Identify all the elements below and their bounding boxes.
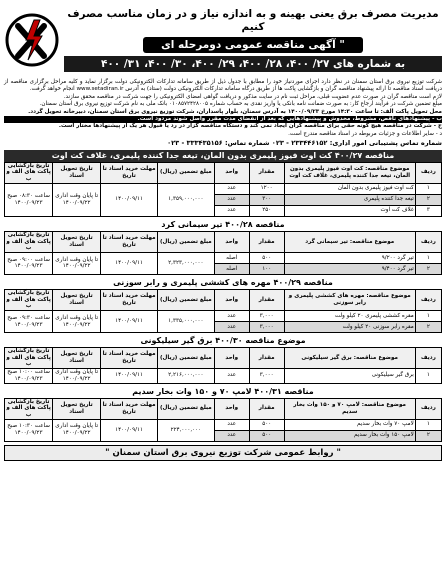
column-header-subject: موضوع مناقصه: برق گیر سیلیکونی bbox=[284, 348, 415, 369]
column-header-doc-deadline: مهلت خرید اسناد تا تاریخ bbox=[101, 162, 158, 183]
item-description: مقره رابر سوزنی ۲۰ کیلو ولت bbox=[284, 322, 415, 333]
item-quantity: ۳,۰۰۰ bbox=[249, 369, 284, 383]
item-description: برق گیر سیلیکونی bbox=[284, 369, 415, 383]
section-title: مناقصه ۴۰۰/۳۱ لامپ ۷۰ و ۱۵۰ وات بخار سدیم bbox=[132, 386, 314, 396]
column-header-guarantee: مبلغ تضمین (ریال) bbox=[157, 289, 214, 310]
cell-doc-deadline: ۱۴۰۰/۰۹/۱۱ bbox=[101, 311, 158, 333]
row-number: ۲ bbox=[415, 430, 441, 441]
table-header-row bbox=[5, 231, 442, 252]
column-header-guarantee: مبلغ تضمین (ریال) bbox=[157, 231, 214, 252]
table-header-row bbox=[5, 162, 442, 183]
intro-paragraph: ج - شرکت در مناقصه هیچ گونه حقی برای مناقصه گران ایجاد نمی کند و دستگاه مناقصه گزار در رد یا قبول هر یک از پیشنهادها مختار است. bbox=[58, 123, 442, 130]
table-header-row bbox=[5, 398, 442, 419]
row-number: ۲ bbox=[415, 322, 441, 333]
column-header-delivery: تاریخ تحویل اسناد bbox=[53, 289, 101, 310]
item-quantity: ۱۲۰۰ bbox=[249, 183, 284, 194]
column-header-qty: مقدار bbox=[249, 348, 284, 369]
section-title: مناقصه ۴۰۰/۲۷ کت اوت فیوز پلیمری بدون المان، تیغه جدا کننده پلیمری، غلاف کت اوت bbox=[4, 150, 442, 162]
section-title: مناقصه ۴۰۰/۲۹ مهره های کششی پلیمری و رابر سوزنی bbox=[113, 277, 333, 287]
column-header-unit: واحد bbox=[214, 348, 249, 369]
item-quantity: ۳,۰۰۰ bbox=[249, 311, 284, 322]
footer-signature: " روابط عمومی شرکت توزیع نیروی برق استان سمنان " bbox=[4, 445, 442, 461]
column-header-unit: واحد bbox=[214, 289, 249, 310]
column-header-unit: واحد bbox=[214, 231, 249, 252]
column-header-row: ردیف bbox=[415, 231, 441, 252]
row-number: ۱ bbox=[415, 183, 441, 194]
column-header-subject: موضوع مناقصه: لامپ ۷۰ و ۱۵۰ وات بخار سدیم bbox=[284, 398, 415, 419]
cell-guarantee: ۲,۲۱۶,۰۰۰,۰۰۰ bbox=[157, 369, 214, 383]
cell-doc-deadline: ۱۴۰۰/۰۹/۱۱ bbox=[101, 369, 158, 383]
item-quantity: ۳,۰۰۰ bbox=[249, 322, 284, 333]
item-description: کت اوت فیوز پلیمری بدون المان bbox=[284, 183, 415, 194]
column-header-opening: تاریخ بازگشایی پاکت های الف و ب bbox=[6, 398, 51, 418]
cell-opening: ساعت ۰۹:۰۰ صبح ۱۴۰۰/۰۹/۲۳ bbox=[5, 252, 53, 274]
cell-opening: ساعت ۱۰:۰۰ صبح ۱۴۰۰/۰۹/۲۳ bbox=[5, 369, 53, 383]
item-quantity: ۱۰۰ bbox=[249, 263, 284, 274]
item-description: غلاف کت اوت bbox=[284, 205, 415, 216]
column-header-opening: تاریخ بازگشایی پاکت های الف و ب bbox=[6, 289, 51, 310]
item-quantity: ۵۰۰ bbox=[249, 252, 284, 263]
cell-opening: ساعت ۰۹:۳۰ صبح ۱۴۰۰/۰۹/۲۳ bbox=[5, 311, 53, 333]
cell-delivery: تا پایان وقت اداری ۱۴۰۰/۰۹/۲۲ bbox=[53, 183, 101, 216]
intro-paragraph: د - سایر اطلاعات و جزئیات مربوطه در اسناد مناقصه مندرج است. bbox=[288, 130, 442, 137]
column-header-guarantee: مبلغ تضمین (ریال) bbox=[157, 348, 214, 369]
column-header-opening: تاریخ بازگشایی پاکت های الف و ب bbox=[6, 162, 51, 183]
item-unit: اصله bbox=[214, 252, 249, 263]
column-header-doc-deadline: مهلت خرید اسناد تا تاریخ bbox=[101, 398, 158, 419]
cell-guarantee: ۲,۳۲۳,۰۰۰,۰۰۰ bbox=[157, 252, 214, 274]
column-header-guarantee: مبلغ تضمین (ریال) bbox=[157, 162, 214, 183]
column-header-qty: مقدار bbox=[249, 289, 284, 310]
item-unit: عدد bbox=[214, 183, 249, 194]
section-title: موضوع مناقصه ۴۰۰/۳۰ برق گیر سیلیکونی bbox=[140, 336, 306, 346]
table-row bbox=[5, 183, 442, 194]
cell-opening: ساعت ۱۰:۳۰ صبح ۱۴۰۰/۰۹/۲۳ bbox=[5, 419, 53, 441]
intro-paragraph: شرکت توزیع نیروی برق استان سمنان در نظر دارد اجرای موردنیاز خود را مطابق با جدول ذیل از طریق سامانه تدارکات الکترونیکی دولت برگزار نماید و کلیه مراحل برگزاری مناقصه از دریافت اسناد مناقصه تا ارائه پیشنهاد مناقصه گران و بازگشایی پاکت ها از طریق درگاه سامانه تدارکات الکترونیکی دولت (ستاد) به آدرس www.setadiran.ir انجام خواهد گرفت. bbox=[4, 79, 442, 93]
column-header-opening: تاریخ بازگشایی پاکت های الف و ب bbox=[6, 231, 51, 252]
table-row bbox=[5, 419, 442, 430]
column-header-subject: موضوع مناقصه: کت اوت فیوز پلیمری بدون المان، تیغه جدا کننده پلیمری، غلاف کت اوت bbox=[284, 162, 415, 183]
column-header-delivery: تاریخ تحویل اسناد bbox=[53, 398, 101, 419]
row-number: ۱ bbox=[415, 311, 441, 322]
column-header-opening: تاریخ بازگشایی پاکت های الف و ب bbox=[6, 348, 51, 368]
tender-section bbox=[4, 335, 442, 384]
row-number: ۱ bbox=[415, 369, 441, 383]
intro-paragraph: لازم است مناقصه گران در صورت عدم عضویت قبلی، مراحل ثبت نام در سایت مذکور و دریافت گواهی امضای الکترونیکی را جهت شرکت در مناقصه محقق سازند. bbox=[63, 93, 442, 100]
cell-delivery: تا پایان وقت اداری ۱۴۰۰/۰۹/۲۲ bbox=[53, 252, 101, 274]
item-description: لامپ ۱۵۰ وات بخار سدیم bbox=[284, 430, 415, 441]
item-description: تیر گرد ۹/۲۰۰ bbox=[284, 252, 415, 263]
tender-table bbox=[4, 231, 442, 275]
column-header-doc-deadline: مهلت خرید اسناد تا تاریخ bbox=[101, 348, 158, 369]
company-logo-icon bbox=[4, 10, 60, 70]
item-quantity: ۳۰۰ bbox=[249, 194, 284, 205]
tender-section bbox=[4, 219, 442, 275]
tender-numbers: به شماره های ۲۷/ ۴۰۰، ۲۸/ ۴۰۰، ۲۹/ ۴۰۰، ۳۰/ ۴۰۰، ۳۱/ ۴۰۰ bbox=[64, 56, 442, 72]
item-unit: عدد bbox=[214, 311, 249, 322]
intro-paragraph: محل تحویل پاکت الف: تا ساعت ۱۴:۳۰ مورخ ۱۴۰۰/۰۹/۲۳ به آدرس سمنان، بلوار پاسداران، شرکت توزیع نیروی برق استان سمنان، دبیرخانه تحویل گردد. bbox=[28, 108, 442, 115]
column-header-row: ردیف bbox=[415, 348, 441, 369]
intro-paragraph: مبلغ تضمین شرکت در فرآیند ارجاع کار: به صورت ضمانت نامه بانکی یا واریز نقدی به حساب شماره ۰۱۰۸۵۷۲۴۲۸۰۰۵ بانک ملی به نام شرکت توزیع نیروی برق استان سمنان. bbox=[39, 101, 442, 108]
cell-opening: ساعت ۰۸:۳۰ صبح ۱۴۰۰/۰۹/۲۳ bbox=[5, 183, 53, 216]
table-header-row bbox=[5, 348, 442, 369]
column-header-doc-deadline: مهلت خرید اسناد تا تاریخ bbox=[101, 289, 158, 310]
row-number: ۳ bbox=[415, 205, 441, 216]
tender-section bbox=[4, 277, 442, 333]
tender-table bbox=[4, 347, 442, 384]
column-header-qty: مقدار bbox=[249, 162, 284, 183]
item-unit: عدد bbox=[214, 369, 249, 383]
item-description: تیر گرد ۹/۴۰۰ bbox=[284, 263, 415, 274]
column-header-delivery: تاریخ تحویل اسناد bbox=[53, 348, 101, 369]
row-number: ۱ bbox=[415, 419, 441, 430]
column-header-delivery: تاریخ تحویل اسناد bbox=[53, 162, 101, 183]
column-header-row: ردیف bbox=[415, 289, 441, 310]
contact-phone: شماره تماس پشتیبانی امور اداری: ۲۳۳۴۴۶۱۵۲ - ۰۲۳ شماره تماس: ۳۳۳۴۳۵۱۵۶ - ۰۲۳ bbox=[167, 139, 442, 147]
column-header-subject: موضوع مناقصه: تیر سیمانی گرد bbox=[284, 231, 415, 252]
column-header-unit: واحد bbox=[214, 398, 249, 419]
item-description: لامپ ۷۰ وات بخار سدیم bbox=[284, 419, 415, 430]
column-header-guarantee: مبلغ تضمین (ریال) bbox=[157, 398, 214, 419]
table-row bbox=[5, 311, 442, 322]
item-quantity: ۵۰۰ bbox=[249, 419, 284, 430]
column-header-qty: مقدار bbox=[249, 398, 284, 419]
header-text bbox=[64, 8, 442, 71]
tender-sections bbox=[4, 150, 442, 442]
table-header-row bbox=[5, 289, 442, 310]
intro-text bbox=[4, 79, 442, 148]
item-unit: عدد bbox=[214, 430, 249, 441]
column-header-unit: واحد bbox=[214, 162, 249, 183]
item-quantity: ۲۵۰ bbox=[249, 205, 284, 216]
cell-doc-deadline: ۱۴۰۰/۰۹/۱۱ bbox=[101, 419, 158, 441]
item-unit: عدد bbox=[214, 205, 249, 216]
notice-header bbox=[4, 3, 442, 77]
tender-table bbox=[4, 162, 442, 217]
item-unit: عدد bbox=[214, 322, 249, 333]
row-number: ۲ bbox=[415, 263, 441, 274]
row-number: ۲ bbox=[415, 194, 441, 205]
column-header-row: ردیف bbox=[415, 162, 441, 183]
notice-banner: " آگهی مناقصه عمومی دومرحله ای bbox=[143, 37, 363, 53]
column-header-subject: موضوع مناقصه: مهره های کششی پلیمری و رابر سوزنی bbox=[284, 289, 415, 310]
item-unit: عدد bbox=[214, 419, 249, 430]
cell-delivery: تا پایان وقت اداری ۱۴۰۰/۰۹/۲۲ bbox=[53, 311, 101, 333]
item-description: مقره کششی پلیمری ۲۰ کیلو ولت bbox=[284, 311, 415, 322]
intro-highlight: ب - پیشنهادهای ناقص، مشروط، مخدوش و پیشنهادهایی که بعد از انقضای مدت مقرر واصل شوند مردود است. bbox=[4, 116, 442, 123]
tender-section bbox=[4, 150, 442, 217]
table-row bbox=[5, 252, 442, 263]
cell-guarantee: ۲۲۴,۰۰۰,۰۰۰ bbox=[157, 419, 214, 441]
cell-doc-deadline: ۱۴۰۰/۰۹/۱۱ bbox=[101, 183, 158, 216]
item-quantity: ۵۰۰ bbox=[249, 430, 284, 441]
cell-doc-deadline: ۱۴۰۰/۰۹/۱۱ bbox=[101, 252, 158, 274]
page-title: مدیریت مصرف برق یعنی بهینه و به اندازه نیاز و در زمان مناسب مصرف کنیم bbox=[67, 8, 439, 33]
column-header-row: ردیف bbox=[415, 398, 441, 419]
cell-guarantee: ۱,۳۵۹,۰۰۰,۰۰۰ bbox=[157, 183, 214, 216]
cell-guarantee: ۱,۳۳۵,۰۰۰,۰۰۰ bbox=[157, 311, 214, 333]
item-description: تیغه جدا کننده پلیمری bbox=[284, 194, 415, 205]
table-row bbox=[5, 369, 442, 383]
tender-section bbox=[4, 386, 442, 442]
tender-table bbox=[4, 398, 442, 442]
tender-table bbox=[4, 289, 442, 333]
item-unit: عدد bbox=[214, 194, 249, 205]
column-header-doc-deadline: مهلت خرید اسناد تا تاریخ bbox=[101, 231, 158, 252]
item-unit: اصله bbox=[214, 263, 249, 274]
cell-delivery: تا پایان وقت اداری ۱۴۰۰/۰۹/۲۲ bbox=[53, 369, 101, 383]
column-header-qty: مقدار bbox=[249, 231, 284, 252]
cell-delivery: تا پایان وقت اداری ۱۴۰۰/۰۹/۲۲ bbox=[53, 419, 101, 441]
column-header-delivery: تاریخ تحویل اسناد bbox=[53, 231, 101, 252]
section-title: مناقصه ۴۰۰/۲۸ تیر سیمانی کرد bbox=[161, 219, 285, 229]
row-number: ۱ bbox=[415, 252, 441, 263]
